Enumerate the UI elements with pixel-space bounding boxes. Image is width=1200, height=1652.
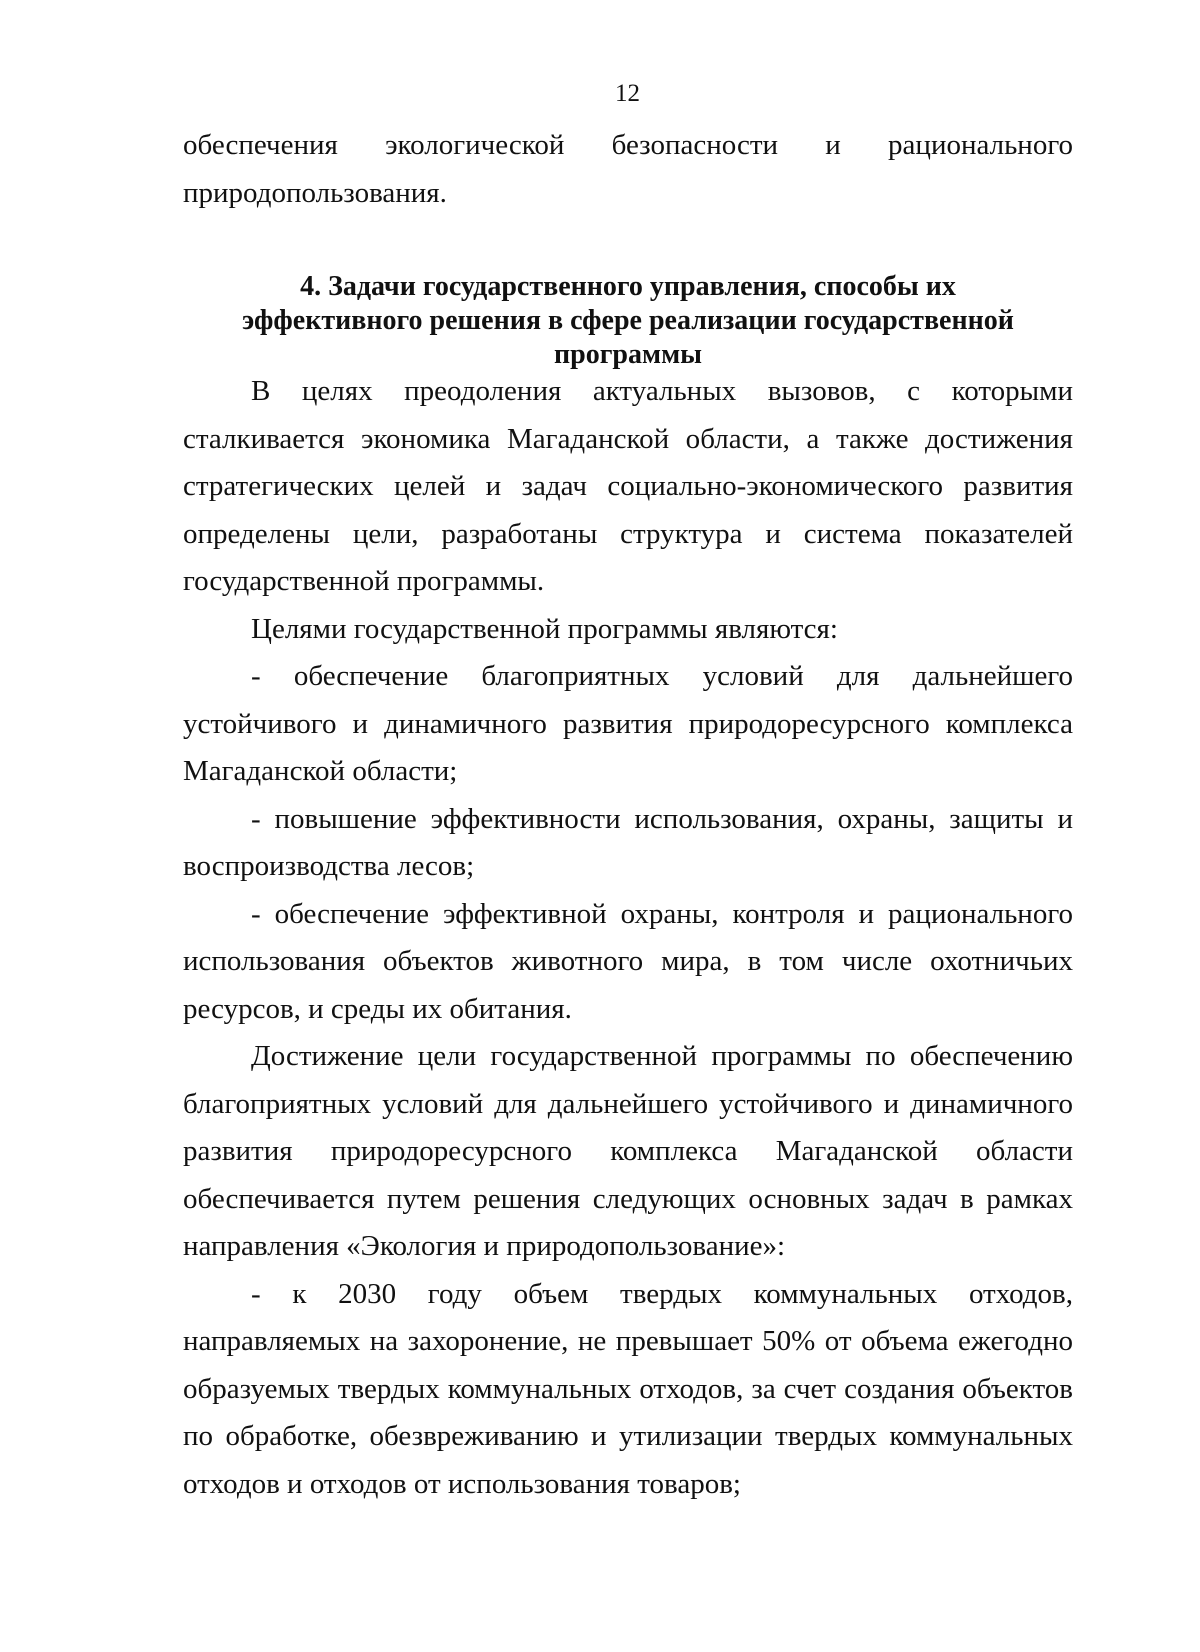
paragraph-3: - обеспечение благоприятных условий для дальнейшего устойчивого и динамичного развития природоресурсного комплекса Магаданской области; xyxy=(183,660,1073,787)
intro-line-2: природопользования. xyxy=(183,176,447,209)
section-heading xyxy=(183,270,1073,372)
paragraph-2: Целями государственной программы являются: xyxy=(251,612,838,645)
paragraph-6: Достижение цели государственной программы по обеспечению благоприятных условий для дальнейшего устойчивого и динамичного развития природоресурсного комплекса Магаданской области обеспечивается путем решения следующих основных задач в рамках направления «Экология и природопользование»: xyxy=(183,1040,1073,1262)
heading-line-2: эффективного решения в сфере реализации государственной xyxy=(242,305,1014,336)
intro-line-1: обеспечения экологической безопасности и рационального xyxy=(183,129,1073,161)
paragraph-1: В целях преодоления актуальных вызовов, с которыми сталкивается экономика Магаданской области, а также достижения стратегических целей и задач социально-экономического развития определены цели, разработаны структура и система показателей государственной программы. xyxy=(183,375,1073,597)
heading-line-1: 4. Задачи государственного управления, способы их xyxy=(300,271,956,302)
paragraph-5: - обеспечение эффективной охраны, контроля и рационального использования объектов животного мира, в том числе охотничьих ресурсов, и среды их обитания. xyxy=(183,897,1073,1025)
heading-line-3: программы xyxy=(554,339,702,370)
paragraph-4: - повышение эффективности использования, охраны, защиты и воспроизводства лесов; xyxy=(183,802,1073,882)
body-text xyxy=(183,368,1073,1508)
page-number: 12 xyxy=(615,80,640,107)
intro-text xyxy=(183,122,1073,217)
paragraph-7: - к 2030 году объем твердых коммунальных отходов, направляемых на захоронение, не превышает 50% от объема ежегодно образуемых твердых коммунальных отходов, за счет создания объектов по обработке, обезвреживанию и утилизации твердых коммунальных отходов и отходов от использования товаров; xyxy=(183,1277,1073,1500)
